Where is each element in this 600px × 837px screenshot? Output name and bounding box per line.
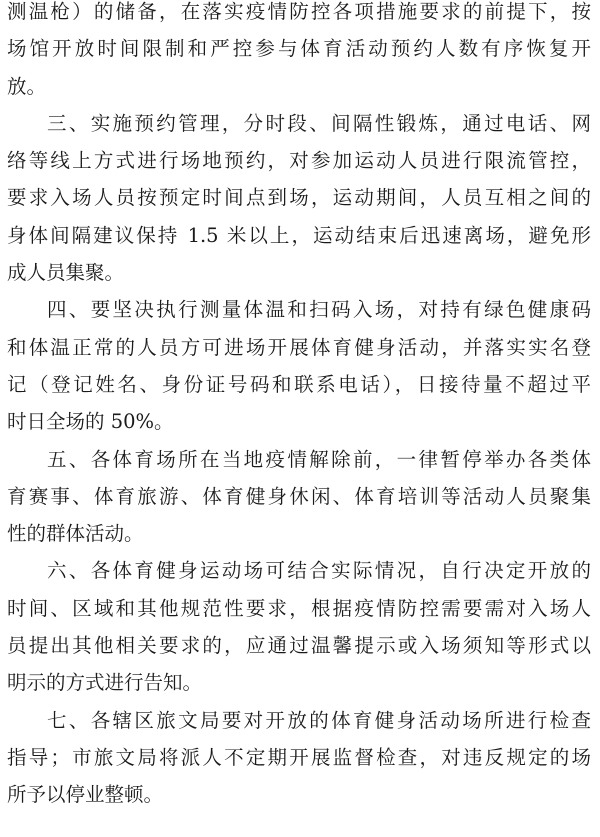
text-line: 记（登记姓名、身份证号码和联系电话），日接待量不超过平 [7, 372, 591, 396]
text-line: 育赛事、体育旅游、体育健身休闲、体育培训等活动人员聚集 [7, 484, 591, 508]
paragraph-six [7, 552, 591, 701]
text-line: 三、实施预约管理，分时段、间隔性锻炼，通过电话、网 [47, 111, 591, 135]
text-line: 放。 [7, 74, 47, 98]
text-line: 明示的方式进行告知。 [7, 671, 203, 695]
text-line: 指导；市旅文局将派人不定期开展监督检查，对违反规定的场 [7, 745, 591, 769]
text-line: 成人员集聚。 [7, 261, 125, 285]
text-line: 要求入场人员按预定时间点到场，运动期间，人员互相之间的 [7, 186, 591, 210]
text-line: 络等线上方式进行场地预约，对参加运动人员进行限流管控， [7, 149, 591, 173]
paragraph-continued [7, 0, 591, 105]
text-line: 测温枪）的储备，在落实疫情防控各项措施要求的前提下，按 [7, 0, 591, 23]
text-line: 身体间隔建议保持 1.5 米以上，运动结束后迅速离场，避免形 [7, 223, 591, 247]
text-line: 和体温正常的人员方可进场开展体育健身活动，并落实实名登 [7, 335, 591, 359]
paragraph-seven [7, 702, 591, 814]
text-line: 六、各体育健身运动场可结合实际情况，自行决定开放的 [47, 559, 591, 583]
text-line: 时间、区域和其他规范性要求，根据疫情防控需要需对入场人 [7, 596, 591, 620]
paragraph-three [7, 105, 591, 291]
text-line: 所予以停业整顿。 [7, 783, 164, 807]
paragraph-five [7, 441, 591, 553]
paragraph-four [7, 291, 591, 440]
text-line: 性的群体活动。 [7, 522, 144, 546]
text-line: 时日全场的 50%。 [7, 410, 174, 434]
text-line: 七、各辖区旅文局要对开放的体育健身活动场所进行检查 [47, 708, 591, 732]
text-line: 场馆开放时间限制和严控参与体育活动预约人数有序恢复开 [7, 37, 591, 61]
text-line: 四、要坚决执行测量体温和扫码入场，对持有绿色健康码 [47, 298, 591, 322]
text-line: 员提出其他相关要求的，应通过温馨提示或入场须知等形式以 [7, 634, 591, 658]
text-line: 五、各体育场所在当地疫情解除前，一律暂停举办各类体 [47, 447, 591, 471]
